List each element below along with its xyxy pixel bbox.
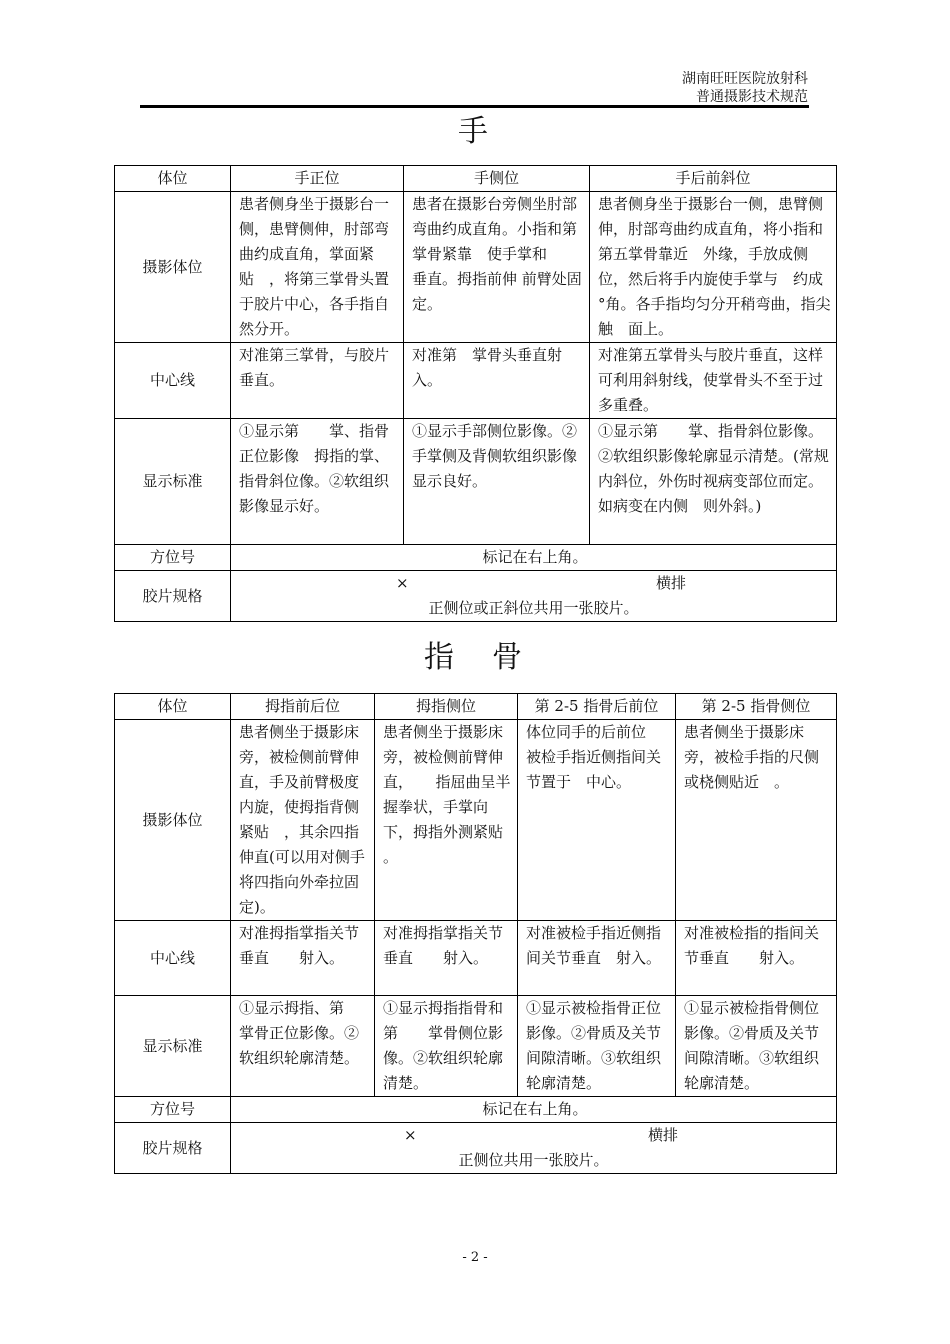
finger-header-row (115, 694, 837, 720)
film-orientation: 横排 (655, 574, 686, 592)
header-cell: 手正位 (231, 166, 404, 192)
table-cell: ①显示手部侧位影像。②手掌侧及背侧软组织影像显示良好。 (404, 419, 590, 545)
table-cell: 患者侧坐于摄影床旁，被检侧前臂伸直，手及前臂极度内旋，使拇指背侧紧贴 ，其余四指伸直(可以用对侧手将四指向外牵拉固定)。 (231, 720, 375, 921)
hand-row-centerline (115, 343, 837, 419)
table-cell: 对准第五掌骨头与胶片垂直，这样可利用斜射线，使掌骨头不至于过多重叠。 (590, 343, 837, 419)
row-label: 方位号 (115, 545, 231, 571)
table-cell: ①显示被检指骨侧位影像。②骨质及关节间隙清晰。③软组织轮廓清楚。 (676, 996, 837, 1097)
table-cell: ①显示第 掌、指骨斜位影像。 ②软组织影像轮廓显示清楚。(常规内斜位，外伤时视病变部位而定。如病变在内侧 则外斜。) (590, 419, 837, 545)
header-hospital: 湖南旺旺医院放射科 (682, 71, 808, 87)
finger-row-film (115, 1123, 837, 1174)
table-cell: 患者侧坐于摄影床旁，被检侧前臂伸直， 指屈曲呈半握拳状，手掌向下，拇指外测紧贴 。 (375, 720, 518, 921)
film-orientation: 横排 (647, 1126, 678, 1144)
table-cell: 患者在摄影台旁侧坐肘部弯曲约成直角。小指和第 掌骨紧靠 使手掌和 垂直。拇指前伸 前臂处固定。 (404, 192, 590, 343)
header-subtitle: 普通摄影技术规范 (696, 89, 808, 105)
row-label: 显示标准 (115, 996, 231, 1097)
header-cell: 拇指前后位 (231, 694, 375, 720)
hand-row-position (115, 192, 837, 343)
table-cell: ①显示拇指指骨和第 掌骨侧位影像。②软组织轮廓清楚。 (375, 996, 518, 1097)
hand-table (114, 165, 837, 622)
row-label: 胶片规格 (115, 571, 231, 622)
film-spec (231, 1123, 837, 1174)
row-label: 摄影体位 (115, 720, 231, 921)
marker-text: 标记在右上角。 (231, 1097, 837, 1123)
table-cell: 患者侧坐于摄影床旁，被检手指的尺侧或桡侧贴近 。 (676, 720, 837, 921)
table-cell: ①显示被检指骨正位影像。②骨质及关节间隙清晰。③软组织轮廓清楚。 (518, 996, 676, 1097)
table-cell: 患者侧身坐于摄影台一侧，患臂侧伸，肘部弯曲约成直角，掌面紧贴 ，将第三掌骨头置于胶片中心，各手指自然分开。 (231, 192, 404, 343)
hand-header-row (115, 166, 837, 192)
film-times-symbol: × (396, 574, 409, 592)
section-title-finger: 指 骨 (424, 640, 526, 675)
row-label: 胶片规格 (115, 1123, 231, 1174)
header-cell: 手后前斜位 (590, 166, 837, 192)
film-size-line (231, 1123, 836, 1148)
page-number: - 2 - (462, 1250, 488, 1265)
table-cell: ①显示拇指、第 掌骨正位影像。②软组织轮廓清楚。 (231, 996, 375, 1097)
finger-row-position (115, 720, 837, 921)
header-cell: 体位 (115, 166, 231, 192)
table-cell: ①显示第 掌、指骨正位影像 拇指的掌、指骨斜位像。②软组织影像显示好。 (231, 419, 404, 545)
film-note: 正侧位或正斜位共用一张胶片。 (428, 599, 639, 617)
film-size-line (231, 571, 836, 596)
finger-row-centerline (115, 921, 837, 996)
row-label: 中心线 (115, 921, 231, 996)
table-cell: 患者侧身坐于摄影台一侧，患臂侧伸，肘部弯曲约成直角，将小指和第五掌骨靠近 外缘，手放成侧位，然后将手内旋使手掌与 约成 °角。各手指均匀分开稍弯曲，指尖触 面上。 (590, 192, 837, 343)
finger-row-marker (115, 1097, 837, 1123)
film-note: 正侧位共用一张胶片。 (458, 1151, 609, 1169)
marker-text: 标记在右上角。 (231, 545, 837, 571)
header-cell: 第 2-5 指骨侧位 (676, 694, 837, 720)
header-cell: 第 2-5 指骨后前位 (518, 694, 676, 720)
table-cell: 对准被检手指近侧指间关节垂直 射入。 (518, 921, 676, 996)
row-label: 显示标准 (115, 419, 231, 545)
section-title-hand: 手 (458, 114, 492, 149)
row-label: 方位号 (115, 1097, 231, 1123)
header-cell: 手侧位 (404, 166, 590, 192)
row-label: 中心线 (115, 343, 231, 419)
table-cell: 对准拇指掌指关节垂直 射入。 (375, 921, 518, 996)
film-spec (231, 571, 837, 622)
film-times-symbol: × (404, 1126, 417, 1144)
hand-row-film (115, 571, 837, 622)
table-cell: 对准第 掌骨头垂直射入。 (404, 343, 590, 419)
table-cell: 对准被检指的指间关节垂直 射入。 (676, 921, 837, 996)
document-header (682, 70, 808, 106)
hand-row-marker (115, 545, 837, 571)
table-cell: 对准第三掌骨，与胶片垂直。 (231, 343, 404, 419)
header-cell: 体位 (115, 694, 231, 720)
hand-row-standard (115, 419, 837, 545)
header-cell: 拇指侧位 (375, 694, 518, 720)
finger-row-standard (115, 996, 837, 1097)
table-cell: 体位同手的后前位 被检手指近侧指间关节置于 中心。 (518, 720, 676, 921)
table-cell: 对准拇指掌指关节垂直 射入。 (231, 921, 375, 996)
finger-table (114, 693, 837, 1174)
row-label: 摄影体位 (115, 192, 231, 343)
